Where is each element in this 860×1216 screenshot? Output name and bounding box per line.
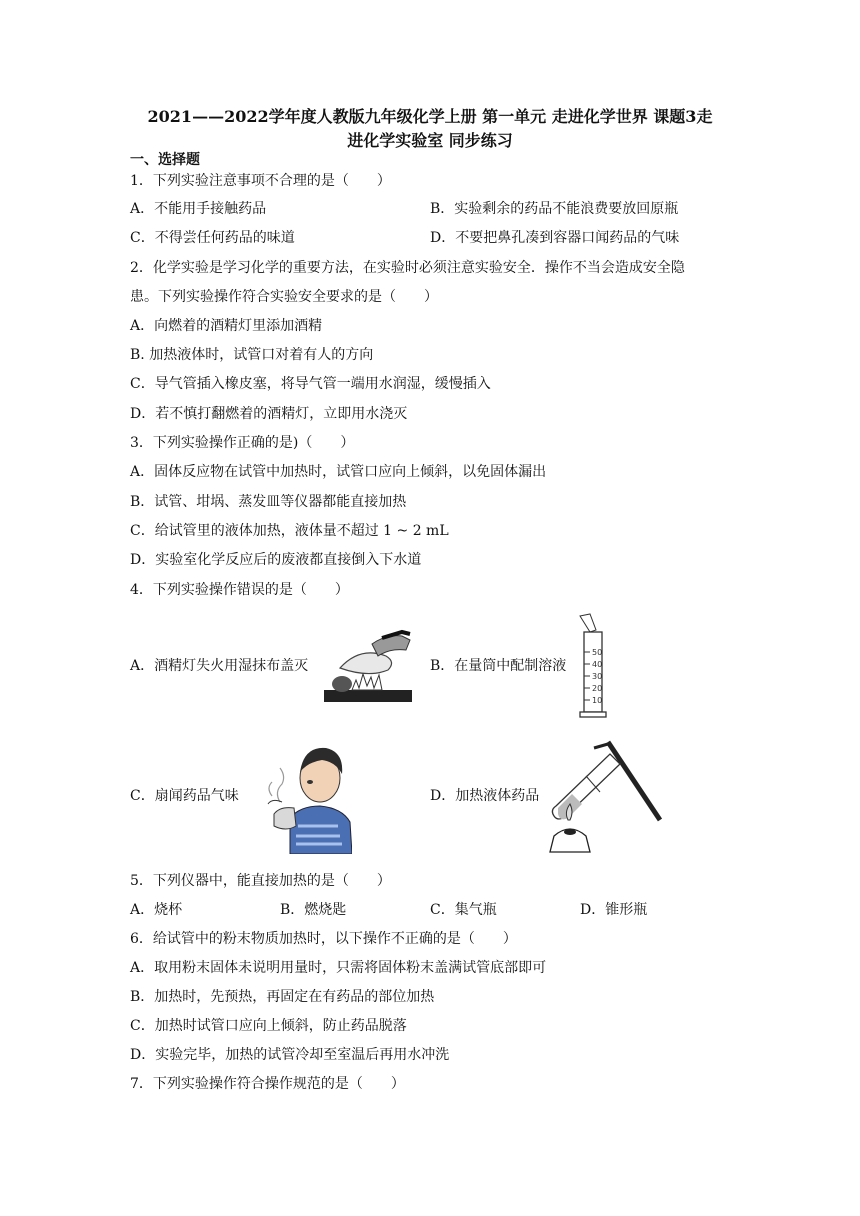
q1-option-c: C．不得尝任何药品的味道 [130,230,295,246]
cylinder-tick-20: 20 [592,684,603,693]
q2-stem-line-2: 患。下列实验操作符合实验安全要求的是（ ） [130,289,438,305]
q4-option-b: B．在量筒中配制溶液 [430,658,567,674]
q6-stem: 6．给试管中的粉末物质加热时，以下操作不正确的是（ ） [130,931,517,947]
q4-option-c: C．扇闻药品气味 [130,788,239,804]
wet-cloth-extinguish-figure [322,628,414,704]
q6-option-d: D．实验完毕，加热的试管冷却至室温后再用水冲洗 [130,1047,450,1063]
q7-stem: 7．下列实验操作符合操作规范的是（ ） [130,1076,405,1092]
q5-option-d: D．锥形瓶 [580,902,648,918]
cylinder-tick-50: 50 [592,648,603,657]
cylinder-tick-40: 40 [592,660,603,669]
q3-option-d: D．实验室化学反应后的废液都直接倒入下水道 [130,552,422,568]
q4-stem: 4．下列实验操作错误的是（ ） [130,582,349,598]
q2-stem-line-1: 2．化学实验是学习化学的重要方法，在实验时必须注意实验安全．操作不当会造成安全隐 [130,260,685,276]
q4-option-a: A．酒精灯失火用湿抹布盖灭 [130,658,309,674]
q5-stem: 5．下列仪器中，能直接加热的是（ ） [130,873,391,889]
q5-option-c: C．集气瓶 [430,902,497,918]
cylinder-tick-30: 30 [592,672,603,681]
worksheet-title-line-2: 进化学实验室 同步练习 [347,131,513,150]
cylinder-tick-10: 10 [592,696,603,705]
q1-option-d: D．不要把鼻孔凑到容器口闻药品的气味 [430,230,680,246]
q2-option-b: B. 加热液体时，试管口对着有人的方向 [130,347,374,363]
q2-option-c: C．导气管插入橡皮塞，将导气管一端用水润湿，缓慢插入 [130,376,491,392]
q2-option-d: D．若不慎打翻燃着的酒精灯，立即用水浇灭 [130,406,408,422]
q1-option-b: B．实验剩余的药品不能浪费要放回原瓶 [430,201,679,217]
q5-option-b: B．燃烧匙 [280,902,347,918]
q5-option-a: A．烧杯 [130,902,183,918]
q3-stem: 3．下列实验操作正确的是)（ ） [130,435,355,451]
q6-option-c: C．加热时试管口应向上倾斜，防止药品脱落 [130,1018,407,1034]
q1-stem: 1．下列实验注意事项不合理的是（ ） [130,173,391,189]
section-heading: 一、选择题 [130,152,200,168]
q6-option-b: B．加热时，先预热，再固定在有药品的部位加热 [130,989,435,1005]
graduated-cylinder-figure [578,612,608,720]
boy-wafting-odor-figure [250,744,352,854]
heating-liquid-test-tube-figure [546,736,666,854]
q4-option-d: D．加热液体药品 [430,788,540,804]
q1-option-a: A．不能用手接触药品 [130,201,267,217]
q3-option-c: C．给试管里的液体加热，液体量不超过 1 ~ 2 mL [130,523,449,539]
worksheet-title-line-1: 2021——2022学年度人教版九年级化学上册 第一单元 走进化学世界 课题3走 [147,107,713,126]
q6-option-a: A．取用粉末固体未说明用量时，只需将固体粉末盖满试管底部即可 [130,960,547,976]
q3-option-a: A．固体反应物在试管中加热时，试管口应向上倾斜，以免固体漏出 [130,464,547,480]
q2-option-a: A．向燃着的酒精灯里添加酒精 [130,318,323,334]
q3-option-b: B．试管、坩埚、蒸发皿等仪器都能直接加热 [130,494,407,510]
